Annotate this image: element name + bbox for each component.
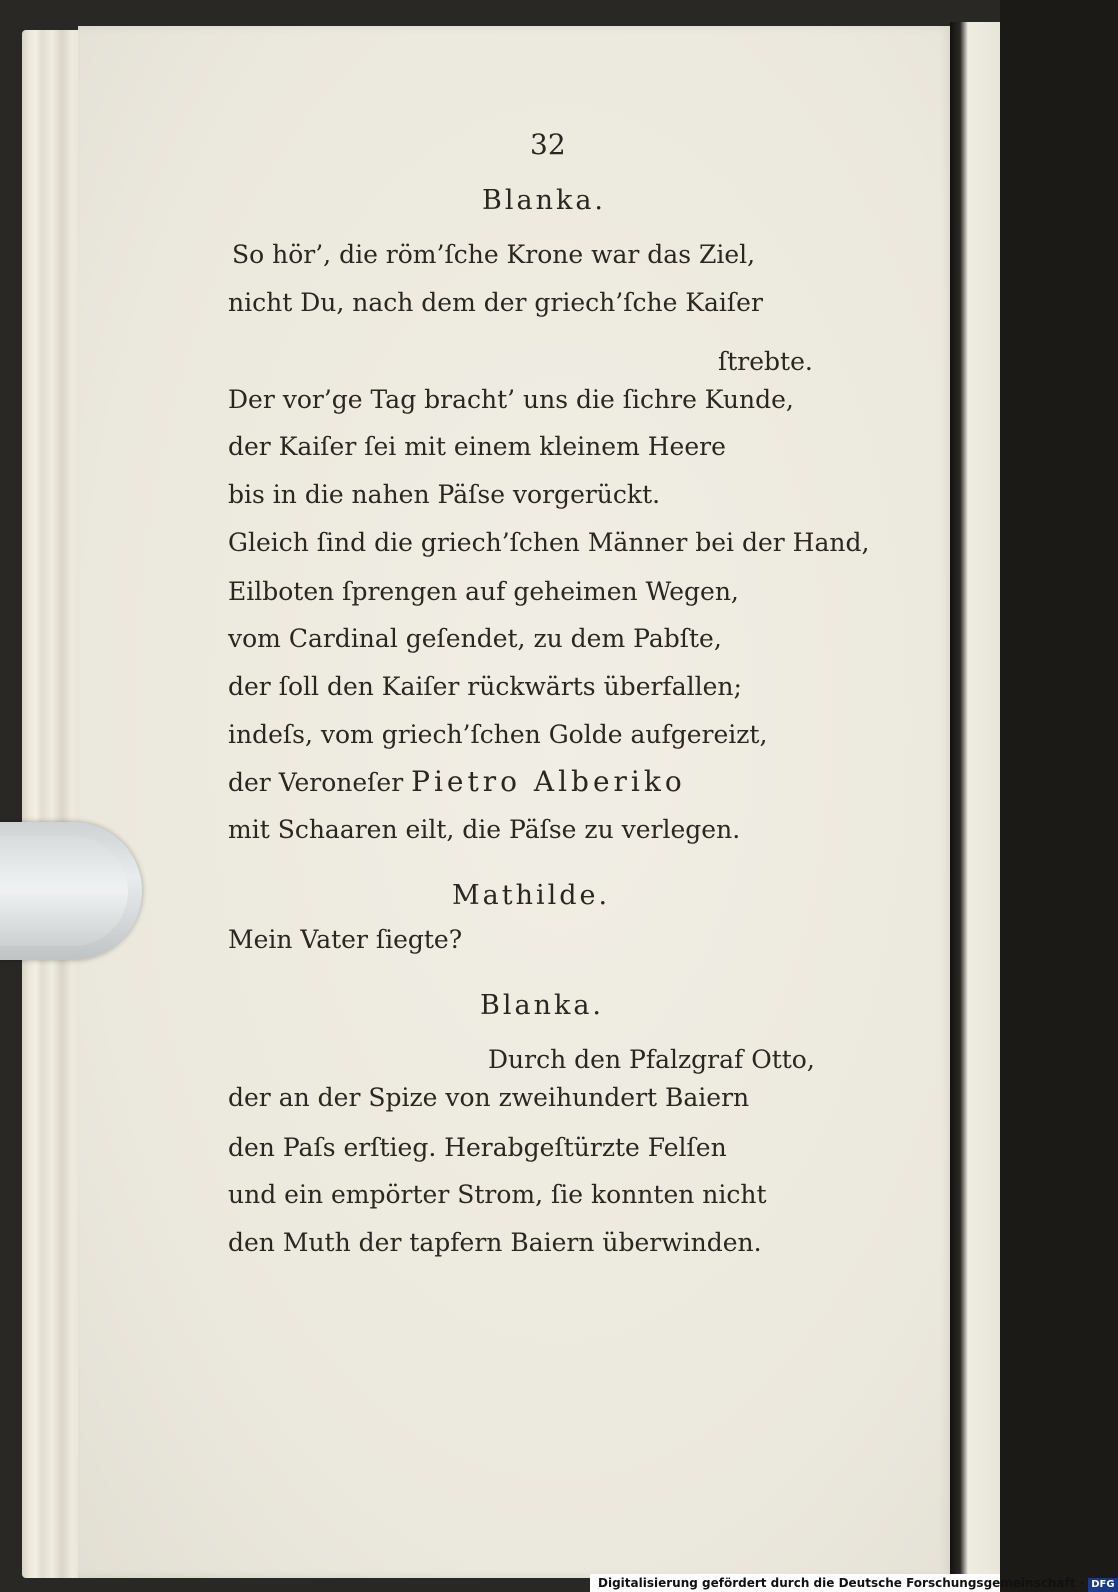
verse-line: Mein Vater ſiegte? bbox=[228, 925, 463, 954]
speaker-label: Blanka. bbox=[482, 185, 607, 216]
verse-line: der ſoll den Kaiſer rückwärts überfallen; bbox=[228, 672, 742, 701]
spaced-name: Pietro Alberiko bbox=[411, 765, 686, 798]
verse-line: und ein empörter Strom, ſie konnten nicht bbox=[228, 1180, 767, 1209]
page-number: 32 bbox=[530, 128, 566, 161]
verse-line: nicht Du, nach dem der griech’ſche Kaiſer bbox=[228, 288, 763, 317]
verse-line: Der vor’ge Tag bracht’ uns die ſichre Kunde, bbox=[228, 385, 794, 414]
dfg-logo: DFG bbox=[1088, 1578, 1117, 1592]
verse-line: indeſs, vom griech’ſchen Golde aufgereizt, bbox=[228, 720, 768, 749]
verse-line: den Muth der tapfern Baiern überwinden. bbox=[228, 1228, 762, 1257]
verse-text: der Veroneſer bbox=[228, 768, 404, 797]
next-page-edge bbox=[950, 22, 1000, 1582]
verse-line: den Paſs erſtieg. Herabgeſtürzte Felſen bbox=[228, 1133, 727, 1162]
verse-line bbox=[228, 765, 686, 798]
verse-line: der an der Spize von zweihundert Baiern bbox=[228, 1083, 750, 1112]
speaker-label: Mathilde. bbox=[452, 880, 611, 911]
verse-line: vom Cardinal geſendet, zu dem Pabſte, bbox=[228, 624, 722, 653]
verse-line: Durch den Pfalzgraf Otto, bbox=[488, 1045, 815, 1074]
verse-line: So hör’, die röm’ſche Krone war das Ziel, bbox=[232, 240, 756, 269]
verse-line: ſtrebte. bbox=[718, 347, 813, 376]
verse-line: Gleich ſind die griech’ſchen Männer bei der Hand, bbox=[228, 528, 870, 557]
verse-line: mit Schaaren eilt, die Päſse zu verlegen. bbox=[228, 815, 741, 844]
verse-line: der Kaiſer ſei mit einem kleinem Heere bbox=[228, 432, 726, 461]
finger-clip bbox=[0, 822, 142, 960]
credit-text: Digitalisierung gefördert durch die Deutsche Forschungsgemeinschaft · bbox=[598, 1576, 1085, 1590]
speaker-label: Blanka. bbox=[480, 990, 605, 1021]
digitization-credit bbox=[590, 1574, 1115, 1592]
verse-line: bis in die nahen Päſse vorgerückt. bbox=[228, 480, 661, 509]
page-edges bbox=[22, 30, 82, 1578]
verse-line: Eilboten ſprengen auf geheimen Wegen, bbox=[228, 577, 739, 606]
